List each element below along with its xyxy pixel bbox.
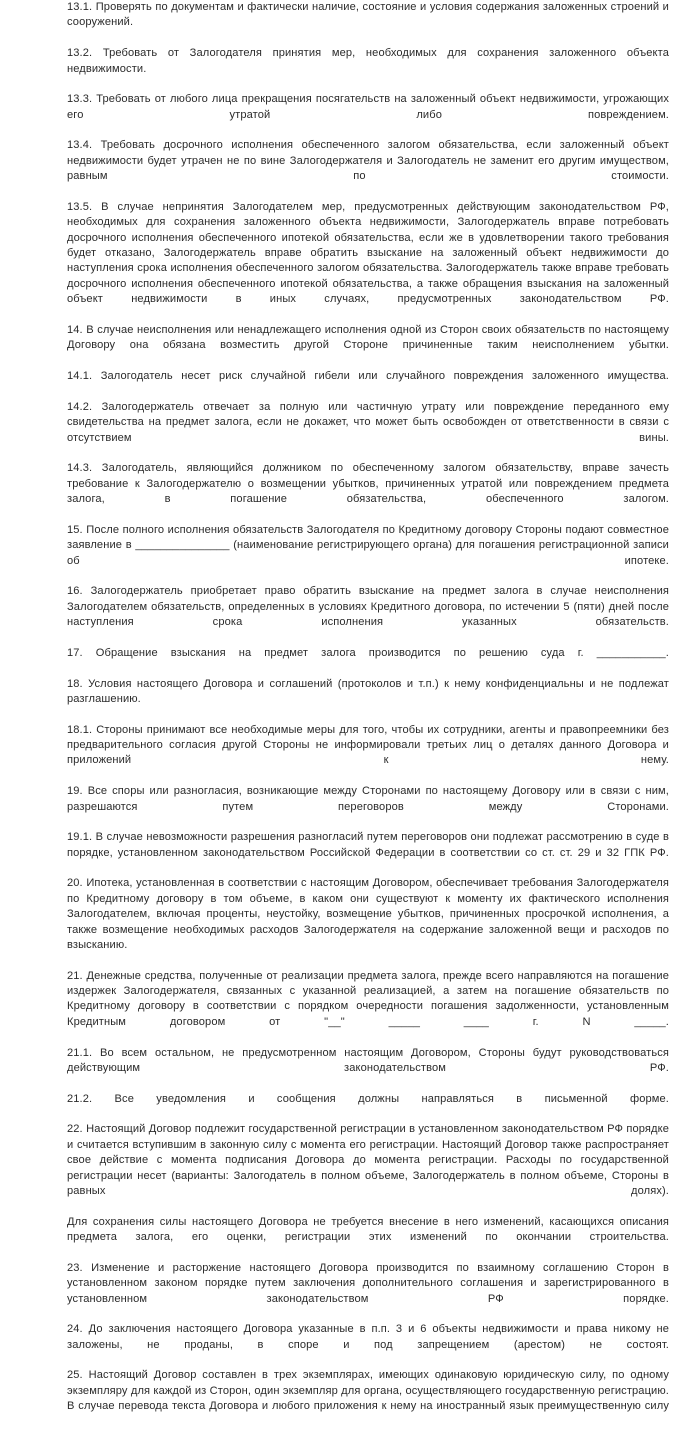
clause-13-3: 13.3. Требовать от любого лица прекращения посягательств на заложенный объект недвижимости, угрожающих его утратой либо повреждением. bbox=[67, 93, 669, 121]
clause-15: 15. После полного исполнения обязательств Залогодателя по Кредитному договору Стороны подают совместное заявление в _______________ (наименование регистрирующего органа) для погашения регистрационной записи об ипотеке. bbox=[67, 523, 669, 567]
clause-14: 14. В случае неисполнения или ненадлежащего исполнения одной из Сторон своих обязательств по настоящему Договору она обязана возместить другой Стороне причиненные таким неисполнением убытки. bbox=[67, 323, 669, 352]
clause-14-3: 14.3. Залогодатель, являющийся должником по обеспеченному залогом обязательству, вправе зачесть требование к Залогодержателю о возмещении убытков, причиненных утратой или повреждением предмета залога, в погашение обязательства, обеспеченного залогом. bbox=[67, 462, 669, 505]
clause-21: 21. Денежные средства, полученные от реализации предмета залога, прежде всего направляются на погашение издержек Залогодержателя, связанных с указанной реализацией, а затем на погашение обязательств по Кредитному договору в соответствии с порядком очередности погашения задолженности, установленным Кредитным договором от "__" _____ ____ г. N _____. bbox=[67, 969, 669, 1028]
clause-23: 23. Изменение и расторжение настоящего Договора производится по взаимному соглашению Сторон в установленном законом порядке путем заключения дополнительного соглашения и зарегистрированного в установленном законодательством РФ порядке. bbox=[67, 1261, 669, 1305]
clause-17: 17. Обращение взыскания на предмет залога производится по решению суда г. ___________. bbox=[67, 646, 669, 659]
clause-14-2: 14.2. Залогодержатель отвечает за полную или частичную утрату или повреждение переданного ему свидетельства на предмет залога, если не докажет, что может быть освобожден от ответственности в связи с отсутствием вины. bbox=[67, 400, 669, 444]
clause-14-1: 14.1. Залогодатель несет риск случайной гибели или случайного повреждения заложенного имущества. bbox=[67, 370, 669, 382]
clause-19-1: 19.1. В случае невозможности разрешения разногласий путем переговоров они подлежат рассмотрению в суде в порядке, установленном законодательством Российской Федерации в соответствии со ст. ст. 29 и 32 ГПК РФ. bbox=[67, 831, 669, 859]
clause-13-1: 13.1. Проверять по документам и фактически наличие, состояние и условия содержания заложенных строений и сооружений. bbox=[67, 1, 669, 29]
clause-22: 22. Настоящий Договор подлежит государственной регистрации в установленном законодательством РФ порядке и считается вступившим в законную силу с момента его регистрации. Настоящий Договор также распространяет свое действие с момента подписания Договора до момента регистрации. Расходы по государственной регистрации несет (варианты: Залогодатель в полном объеме, Залогодержатель в полном объеме, Стороны в равных долях). bbox=[67, 1123, 669, 1197]
clause-16: 16. Залогодержатель приобретает право обратить взыскание на предмет залога в случае неисполнения Залогодателем обязательств, определенных в условиях Кредитного договора, по истечении 5 (пяти) дней после наступления срока исполнения указанных обязательств. bbox=[67, 585, 669, 628]
clause-21-2: 21.2. Все уведомления и сообщения должны направляться в письменной форме. bbox=[67, 1092, 669, 1105]
clause-25: 25. Настоящий Договор составлен в трех экземплярах, имеющих одинаковую юридическую силу, по одному экземпляру для каждой из Сторон, один экземпляр для органа, осуществляющего государственную регистрацию. В случае перевода текста Договора и любого приложения к нему на иностранный язык преимущественную силу bbox=[67, 1369, 669, 1413]
clause-13-4: 13.4. Требовать досрочного исполнения обеспеченного залогом обязательства, если заложенный объект недвижимости будет утрачен не по вине Залогодержателя и Залогодатель не заменит его другим имуществом, равным по стоимости. bbox=[67, 139, 669, 183]
clause-19: 19. Все споры или разногласия, возникающие между Сторонами по настоящему Договору или в связи с ним, разрешаются путем переговоров между Сторонами. bbox=[67, 785, 669, 813]
clause-18-1: 18.1. Стороны принимают все необходимые меры для того, чтобы их сотрудники, агенты и правопреемники без предварительного согласия другой Стороны не информировали третьих лиц о деталях данного Договора и приложений к нему. bbox=[67, 723, 669, 767]
clause-21-1: 21.1. Во всем остальном, не предусмотренном настоящим Договором, Стороны будут руководствоваться действующим законодательством РФ. bbox=[67, 1046, 669, 1074]
clause-13-2: 13.2. Требовать от Залогодателя принятия мер, необходимых для сохранения заложенного объекта недвижимости. bbox=[67, 47, 669, 75]
clause-20: 20. Ипотека, установленная в соответствии с настоящим Договором, обеспечивает требования Залогодержателя по Кредитному договору в том объеме, в каком они существуют к моменту их фактического исполнения Залогодателем, включая проценты, неустойку, возмещение убытков, причиненных просрочкой исполнения, а также возмещение необходимых расходов Залогодержателя на содержание заложенной вещи и расходов по взысканию. bbox=[67, 877, 669, 951]
clause-13-5: 13.5. В случае непринятия Залогодателем мер, предусмотренных действующим законодательством РФ, необходимых для сохранения заложенного объекта недвижимости, Залогодержатель вправе потребовать досрочного исполнения обеспеченного ипотекой обязательства, если же в удовлетворении такого требования будет отказано, Залогодержатель вправе обратить взыскание на заложенный объект недвижимости до наступления срока исполнения обеспеченного залогом обязательства. Залогодержатель также вправе требовать досрочного исполнения обеспеченного ипотекой обязательства, а также обращения взыскания на заложенный объект недвижимости в иных случаях, предусмотренных законодательством РФ. bbox=[67, 200, 669, 306]
document-text-body bbox=[67, 0, 669, 1430]
clause-18: 18. Условия настоящего Договора и соглашений (протоколов и т.п.) к нему конфиденциальны и не подлежат разглашению. bbox=[67, 677, 669, 705]
clause-22-addendum: Для сохранения силы настоящего Договора не требуется внесение в него изменений, касающихся описания предмета залога, его оценки, регистрации этих изменений по окончании строительства. bbox=[67, 1215, 669, 1243]
clause-24: 24. До заключения настоящего Договора указанные в п.п. 3 и 6 объекты недвижимости и права никому не заложены, не проданы, в споре и под запрещением (арестом) не состоят. bbox=[67, 1323, 669, 1351]
